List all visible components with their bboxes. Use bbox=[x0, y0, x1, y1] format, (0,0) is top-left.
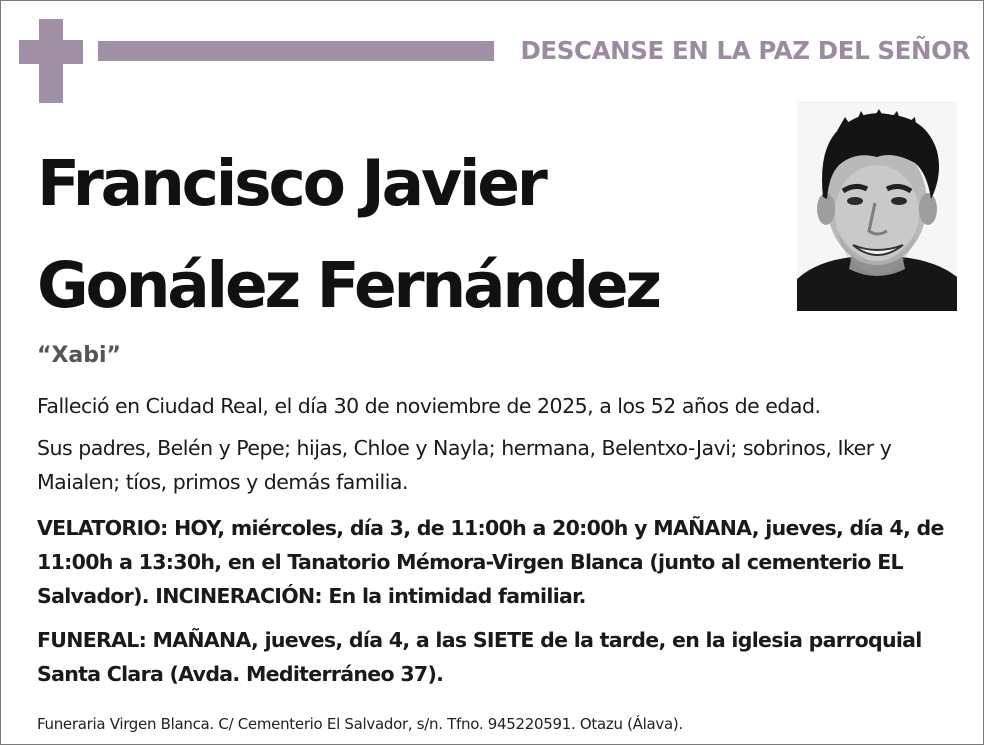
portrait-photo bbox=[797, 101, 957, 311]
family-list: Sus padres, Belén y Pepe; hijas, Chloe y Nayla; hermana, Belentxo-Javi; sobrinos, Iker y Maialen; tíos, primos y demás familia. bbox=[37, 436, 892, 494]
header-bar bbox=[98, 41, 494, 61]
deceased-name-line1: Francisco Javier bbox=[37, 147, 545, 220]
header-text: DESCANSE EN LA PAZ DEL SEÑOR bbox=[520, 36, 970, 65]
deceased-name bbox=[37, 133, 659, 337]
wake-details: VELATORIO: HOY, miércoles, día 3, de 11:00h a 20:00h y MAÑANA, jueves, día 4, de 11:00h a 13:30h, en el Tanatorio Mémora-Virgen Blanca (junto al cementerio EL Salvador). INCINERACIÓN: En la intimidad familiar. bbox=[37, 516, 944, 608]
death-notice: Falleció en Ciudad Real, el día 30 de noviembre de 2025, a los 52 años de edad. bbox=[37, 394, 821, 418]
funeral-home-footer: Funeraria Virgen Blanca. C/ Cementerio El Salvador, s/n. Tfno. 945220591. Otazu (Álava). bbox=[37, 715, 683, 733]
alias: “Xabi” bbox=[37, 343, 122, 368]
deceased-name-line2: Gonález Fernández bbox=[37, 249, 659, 322]
funeral-details: FUNERAL: MAÑANA, jueves, día 4, a las SIETE de la tarde, en la iglesia parroquial Santa Clara (Avda. Mediterráneo 37). bbox=[37, 628, 922, 686]
cross-icon-arm bbox=[19, 40, 83, 64]
portrait-photo-icon bbox=[797, 101, 957, 311]
